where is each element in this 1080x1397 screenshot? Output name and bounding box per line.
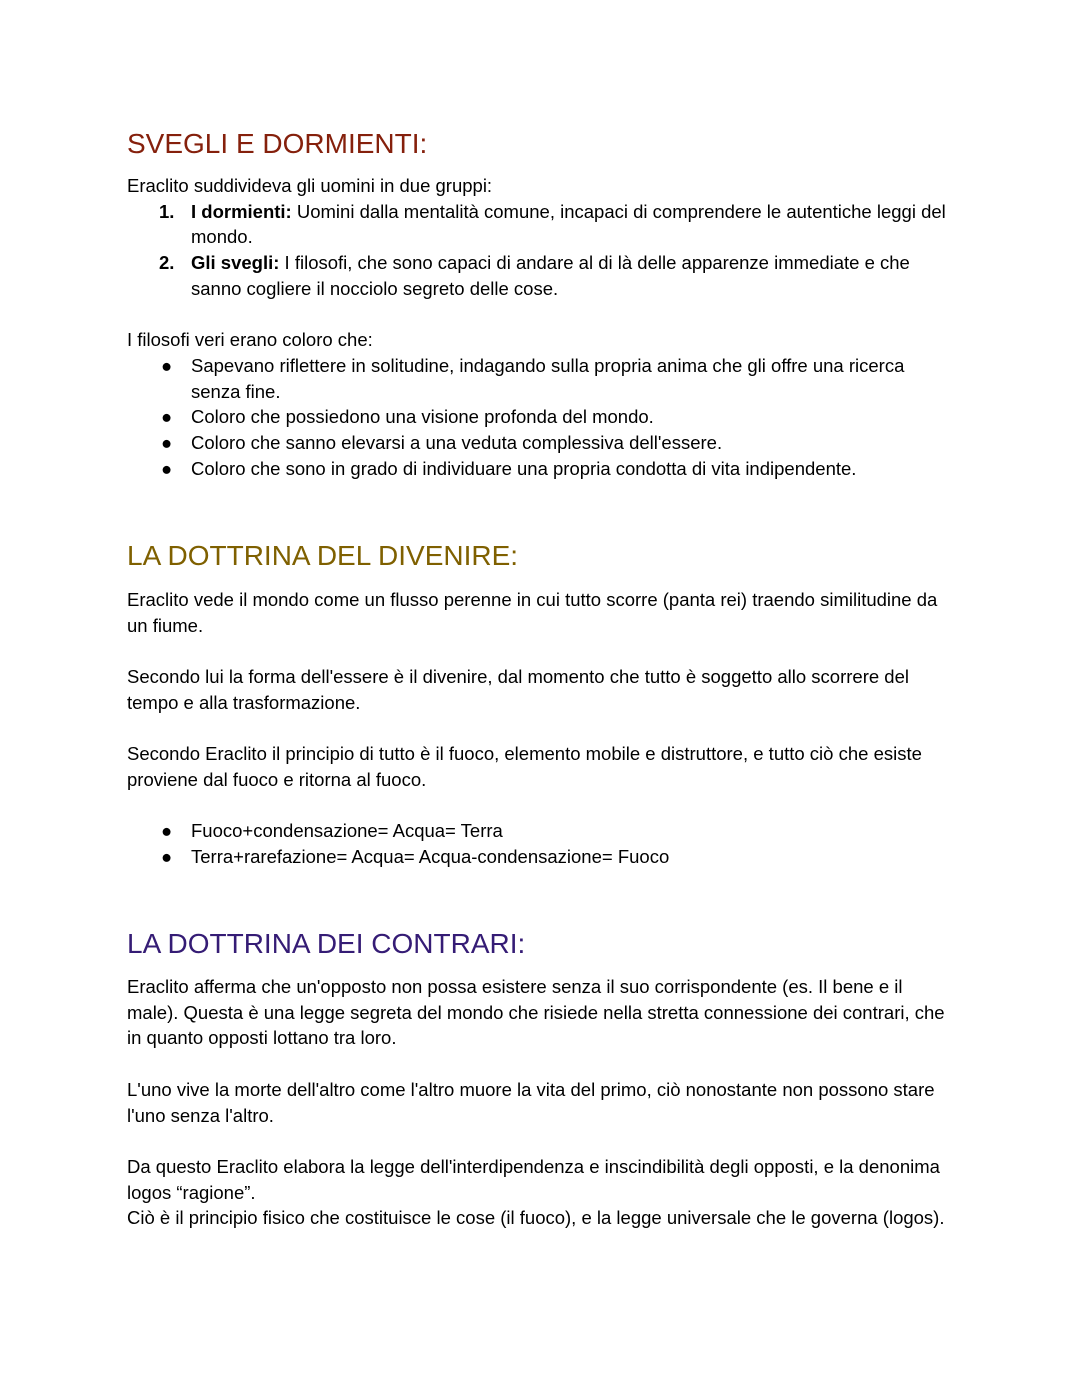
- paragraph: Da questo Eraclito elabora la legge dell'interdipendenza e inscindibilità degli opposti, e la denonima logos “ragione”.: [127, 1155, 940, 1203]
- paragraph: I filosofi veri erano coloro che:: [127, 329, 373, 351]
- paragraph: L'uno vive la morte dell'altro come l'altro muore la vita del primo, ciò nonostante non possono stare l'uno senza l'altro.: [127, 1078, 935, 1126]
- list-item: [127, 250, 957, 301]
- list-item: [127, 199, 957, 250]
- list-item: [127, 404, 957, 430]
- bullet-list: [127, 818, 957, 869]
- definition: I filosofi, che sono capaci di andare al di là delle apparenze immediate e che sanno cogliere il nocciolo segreto delle cose.: [191, 252, 910, 299]
- paragraph: Secondo Eraclito il principio di tutto è il fuoco, elemento mobile e distruttore, e tutto ciò che esiste proviene dal fuoco e ritorna al fuoco.: [127, 743, 922, 790]
- list-item: [127, 844, 957, 870]
- paragraph: Ciò è il principio fisico che costituisce le cose (il fuoco), e la legge universale che le governa (logos).: [127, 1207, 945, 1229]
- list-item: [127, 818, 957, 844]
- paragraph: Eraclito vede il mondo come un flusso perenne in cui tutto scorre (panta rei) traendo similitudine da un fiume.: [127, 589, 938, 636]
- section-divenire-body: [127, 587, 957, 870]
- paragraph: Eraclito afferma che un'opposto non possa esistere senza il suo corrispondente (es. Il bene e il male). Questa è una legge segreta del mondo che risiede nella stretta connessione dei contrari, che in quanto opposti lottano tra loro.: [127, 976, 945, 1049]
- section-contrari-body: [127, 974, 957, 1231]
- list-item: [127, 430, 957, 456]
- list-text: Fuoco+condensazione= Acqua= Terra: [191, 820, 503, 842]
- bullet-list: [127, 353, 957, 482]
- list-item: [127, 353, 957, 404]
- bullet-icon: ●: [161, 432, 173, 454]
- term: Gli svegli:: [191, 252, 280, 274]
- paragraph: Eraclito suddivideva gli uomini in due gruppi:: [127, 175, 493, 196]
- list-text: Coloro che sanno elevarsi a una veduta complessiva dell'essere.: [191, 432, 723, 454]
- bullet-icon: ●: [161, 457, 173, 479]
- section-svegli-body: [127, 173, 957, 481]
- numbered-list: [127, 199, 957, 302]
- list-text: Sapevano riflettere in solitudine, indagando sulla propria anima che gli offre una ricerca senza fine.: [191, 354, 905, 402]
- list-text: Coloro che sono in grado di individuare una propria condotta di vita indipendente.: [191, 457, 857, 479]
- term: I dormienti:: [191, 200, 292, 222]
- definition: Uomini dalla mentalità comune, incapaci di comprendere le autentiche leggi del mondo.: [191, 200, 946, 248]
- list-text: Terra+rarefazione= Acqua= Acqua-condensazione= Fuoco: [191, 845, 670, 867]
- heading-dottrina-contrari: LA DOTTRINA DEI CONTRARI:: [127, 928, 526, 959]
- bullet-icon: ●: [161, 845, 173, 867]
- bullet-icon: ●: [161, 354, 173, 376]
- list-number: 2.: [159, 252, 175, 274]
- paragraph: Secondo lui la forma dell'essere è il divenire, dal momento che tutto è soggetto allo scorrere del tempo e alla trasformazione.: [127, 666, 909, 713]
- bullet-icon: ●: [161, 820, 173, 842]
- list-text: Coloro che possiedono una visione profonda del mondo.: [191, 406, 654, 428]
- list-item: [127, 456, 957, 482]
- bullet-icon: ●: [161, 406, 173, 428]
- heading-svegli-e-dormienti: SVEGLI E DORMIENTI:: [127, 128, 428, 159]
- list-number: 1.: [159, 200, 175, 222]
- heading-dottrina-divenire: LA DOTTRINA DEL DIVENIRE:: [127, 540, 519, 571]
